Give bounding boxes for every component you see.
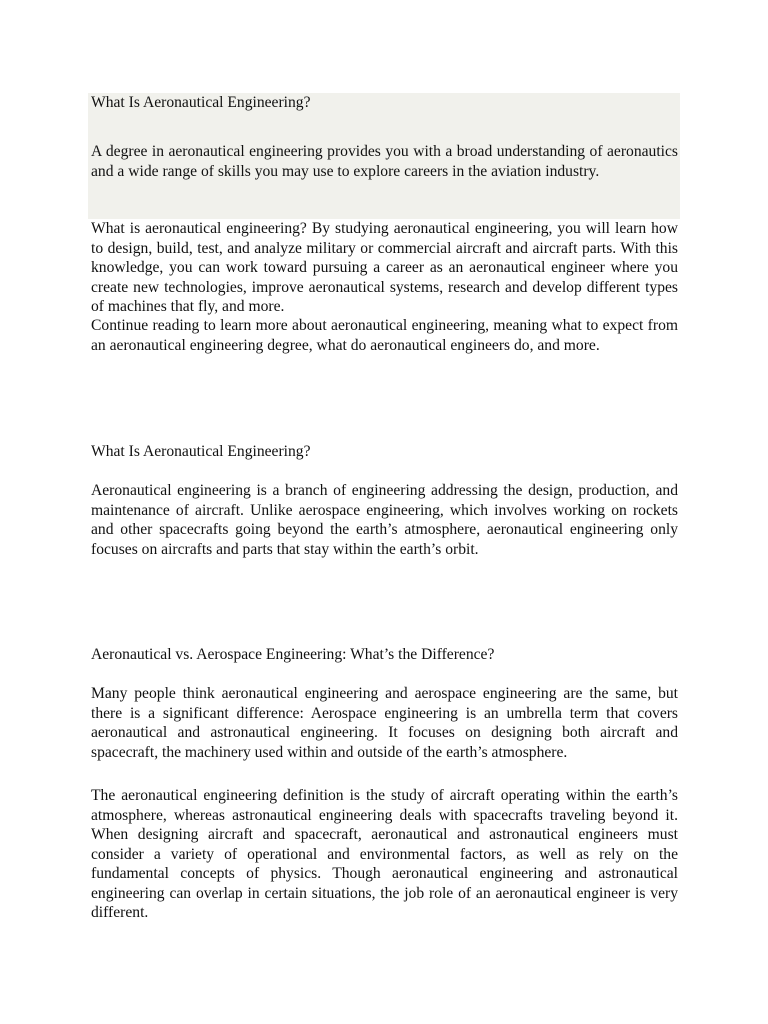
section1-heading: What Is Aeronautical Engineering? [91,94,311,111]
section1-intro: A degree in aeronautical engineering provides you with a broad understanding of aeronautics and a wide range of skills you may use to explore careers in the aviation industry. [91,143,678,180]
section2-heading: What Is Aeronautical Engineering? [91,443,311,460]
section1-paragraph1: What is aeronautical engineering? By studying aeronautical engineering, you will learn how to design, build, test, and analyze military or commercial aircraft and aircraft parts. With this knowledge, you can work toward pursuing a career as an aeronautical engineer where you create new technologies, improve aeronautical systems, research and develop different types of machines that fly, and more. [91,220,678,315]
section1-paragraph2: Continue reading to learn more about aeronautical engineering, meaning what to expect from an aeronautical engineering degree, what do aeronautical engineers do, and more. [91,317,678,354]
section2-paragraph1: Aeronautical engineering is a branch of engineering addressing the design, production, and maintenance of aircraft. Unlike aerospace engineering, which involves working on rockets and other spacecrafts going beyond the earth’s atmosphere, aeronautical engineering only focuses on aircrafts and parts that stay within the earth’s orbit. [91,482,678,558]
section3-paragraph2: The aeronautical engineering definition is the study of aircraft operating within the earth’s atmosphere, whereas astronautical engineering deals with spacecrafts traveling beyond it. When designing aircraft and spacecraft, aeronautical and astronautical engineers must consider a variety of operational and environmental factors, as well as rely on the fundamental concepts of physics. Though aeronautical engineering and astronautical engineering can overlap in certain situations, the job role of an aeronautical engineer is very different. [91,787,678,921]
section3-paragraph1: Many people think aeronautical engineering and aerospace engineering are the same, but there is a significant difference: Aerospace engineering is an umbrella term that covers aeronautical and astronautical engineering. It focuses on designing both aircraft and spacecraft, the machinery used within and outside of the earth’s atmosphere. [91,685,678,761]
section3-heading: Aeronautical vs. Aerospace Engineering: What’s the Difference? [91,646,495,663]
